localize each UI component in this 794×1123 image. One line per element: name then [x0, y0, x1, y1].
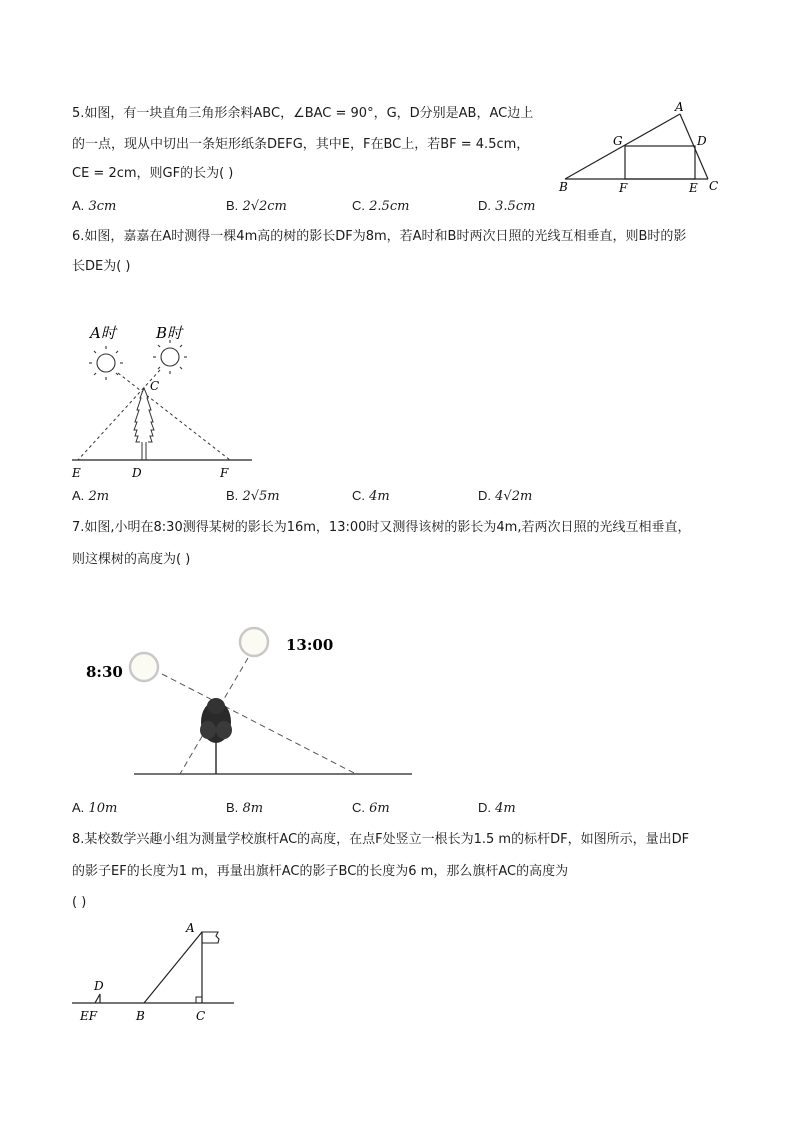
right-angle-mark: [196, 997, 202, 1003]
label-b: B: [559, 180, 568, 194]
q5-line-3: CE = 2cm，则GF的长为( ): [72, 166, 234, 181]
q6-option-d[interactable]: [478, 488, 532, 505]
q5-triangle-figure: [555, 100, 730, 195]
label-g: G: [613, 134, 623, 148]
q7-option-b[interactable]: [226, 800, 263, 817]
q6-line-2: 长DE为( ): [72, 259, 131, 274]
label-f: F: [619, 181, 628, 195]
label-time-1300: 13:00: [286, 636, 334, 654]
q7-line-1: 7.如图,小明在8:30测得某树的影长为16m，13:00时又测得该树的影长为4m,若两次日照的光线互相垂直，: [72, 520, 691, 535]
q8-line-3: ( ): [72, 895, 87, 910]
label-c: C: [196, 1009, 206, 1023]
ray-a: [118, 373, 230, 460]
ray-0830: [162, 674, 356, 774]
label-e: E: [689, 181, 698, 195]
q6-line-1: 6.如图，嘉嘉在A时测得一棵4m高的树的影长DF为8m，若A时和B时两次日照的光线互相垂直，则B时的影: [72, 229, 687, 244]
option-text: 2.5cm: [369, 199, 410, 214]
option-text: 2√5m: [242, 489, 280, 504]
option-text: 4m: [369, 489, 390, 504]
q6-option-a[interactable]: [72, 488, 109, 505]
q7-shadow-figure: [84, 618, 416, 782]
label-d: D: [94, 979, 104, 993]
q5-option-c[interactable]: [352, 198, 409, 215]
label-b: B: [136, 1009, 145, 1023]
q6-shadow-figure: [64, 318, 264, 480]
sun-b-icon: [153, 340, 187, 374]
q5-option-b[interactable]: [226, 198, 287, 215]
label-time-0830: 8:30: [86, 663, 123, 681]
q5-option-d[interactable]: [478, 198, 535, 215]
option-letter: B.: [226, 198, 239, 213]
option-letter: C.: [352, 198, 365, 213]
shadow-ray-ab: [144, 932, 202, 1003]
q8-line-2: 的影子EF的长度为1 m，再量出旗杆AC的影子BC的长度为6 m，那么旗杆AC的高度为: [72, 864, 569, 879]
tree-icon: [134, 388, 154, 460]
label-f: F: [220, 466, 229, 480]
q8-line-1: 8.某校数学兴趣小组为测量学校旗杆AC的高度，在点F处竖立一根长为1.5 m的标杆DF，如图所示，量出DF: [72, 832, 690, 847]
rectangle-defg: [625, 146, 695, 179]
option-text: 3.5cm: [495, 199, 536, 214]
q7-option-a[interactable]: [72, 800, 117, 817]
sun-a-icon: [89, 346, 123, 380]
option-letter: B.: [226, 488, 239, 503]
q5-option-a[interactable]: [72, 198, 116, 215]
label-a: A: [675, 100, 684, 114]
tree-icon: [200, 698, 232, 774]
option-text: 3cm: [88, 199, 117, 214]
option-text: 4m: [495, 801, 516, 816]
q8-flagpole-figure: [68, 914, 238, 1026]
shadow-ray-de: [95, 994, 100, 1003]
flag-icon: [202, 932, 219, 943]
option-letter: B.: [226, 800, 239, 815]
option-letter: A.: [72, 198, 85, 213]
option-letter: D.: [478, 488, 491, 503]
sun-0830-icon: [130, 653, 158, 681]
option-text: 10m: [88, 801, 118, 816]
label-a: A: [186, 921, 195, 935]
label-e: E: [72, 466, 81, 480]
option-letter: D.: [478, 198, 491, 213]
label-a-time: A时: [90, 324, 116, 342]
label-ef: EF: [80, 1009, 98, 1023]
option-text: 4√2m: [495, 489, 533, 504]
option-text: 6m: [369, 801, 390, 816]
q7-option-c[interactable]: [352, 800, 390, 817]
option-letter: D.: [478, 800, 491, 815]
option-letter: C.: [352, 488, 365, 503]
label-c: C: [150, 379, 160, 393]
q5-line-2: 的一点，现从中切出一条矩形纸条DEFG，其中E，F在BC上，若BF = 4.5cm，: [72, 137, 530, 152]
label-d: D: [132, 466, 142, 480]
sun-1300-icon: [240, 628, 268, 656]
q7-line-2: 则这棵树的高度为( ): [72, 552, 191, 567]
q7-option-d[interactable]: [478, 800, 516, 817]
option-text: 2√2cm: [242, 199, 287, 214]
q6-option-b[interactable]: [226, 488, 280, 505]
option-letter: A.: [72, 800, 85, 815]
option-letter: C.: [352, 800, 365, 815]
option-letter: A.: [72, 488, 85, 503]
q5-line-1: 5.如图，有一块直角三角形余料ABC，∠BAC = 90°，G，D分别是AB，AC边上: [72, 106, 534, 121]
option-text: 2m: [88, 489, 110, 504]
label-d: D: [697, 134, 707, 148]
q6-option-c[interactable]: [352, 488, 390, 505]
label-b-time: B时: [156, 324, 183, 342]
option-text: 8m: [242, 801, 264, 816]
label-c: C: [709, 179, 719, 193]
